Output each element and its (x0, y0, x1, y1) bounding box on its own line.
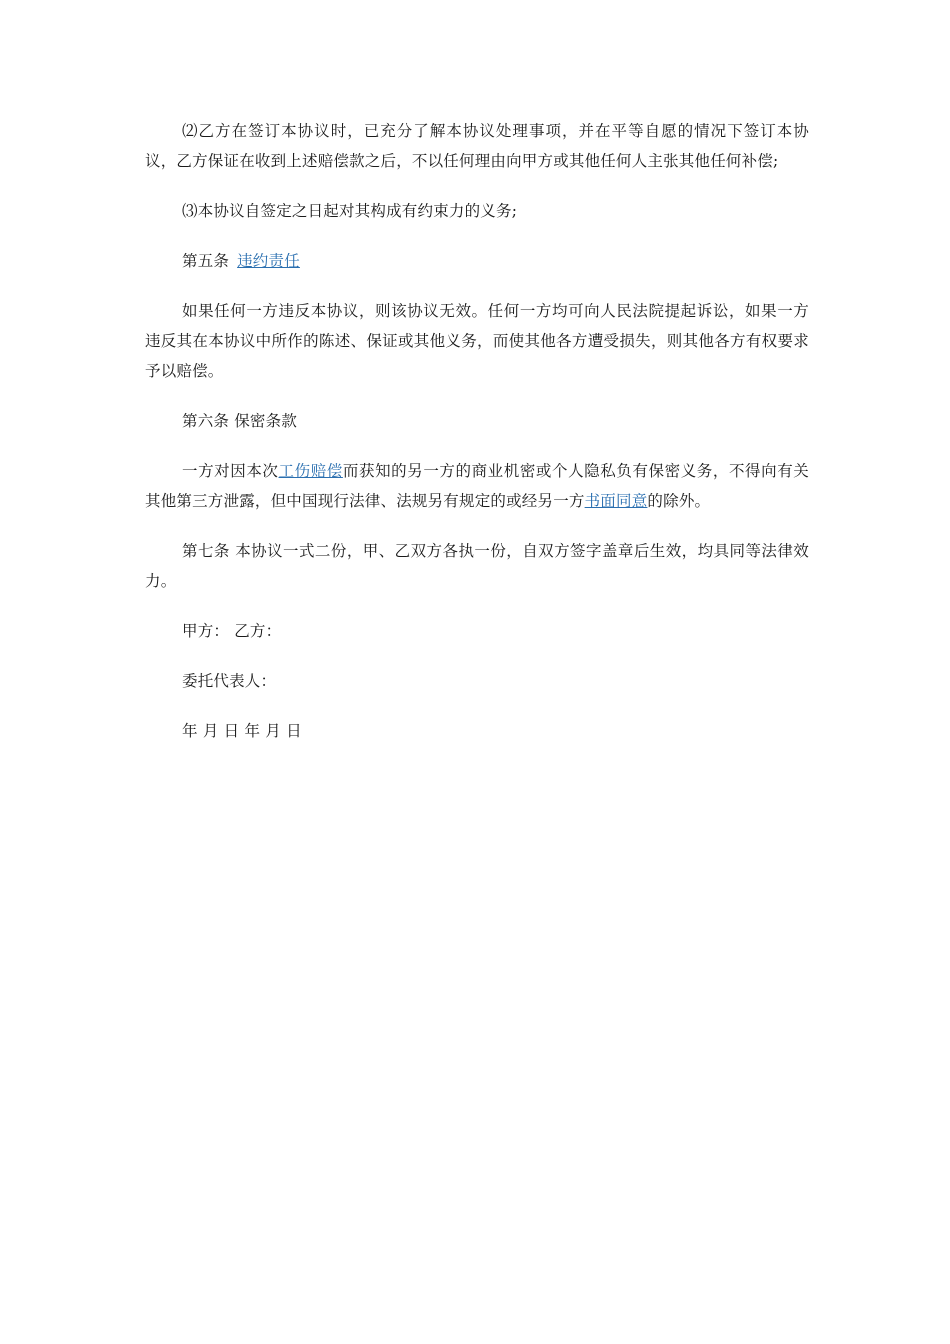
breach-liability-link[interactable]: 违约责任 (237, 252, 300, 270)
signature-representative: 委托代表人： (182, 672, 277, 690)
article-7: 第七条 本协议一式二份，甲、乙双方各执一份，自双方签字盖章后生效，均具同等法律效力。 (145, 542, 809, 590)
document-body (145, 116, 809, 766)
work-injury-compensation-link[interactable]: 工伤赔偿 (278, 462, 343, 480)
written-consent-link[interactable]: 书面同意 (584, 492, 648, 510)
signature-dates: 年 月 日 年 月 日 (182, 722, 302, 740)
clause-item-3: ⑶本协议自签定之日起对其构成有约束力的义务; (182, 202, 518, 220)
article-5-heading (145, 246, 809, 276)
clause-item-2: ⑵乙方在签订本协议时，已充分了解本协议处理事项，并在平等自愿的情况下签订本协议，乙方保证在收到上述赔偿款之后，不以任何理由向甲方或其他任何人主张其他任何补偿; (145, 122, 809, 170)
article-6-text-pre: 一方对因本次 (182, 462, 279, 480)
article-6-body (145, 456, 809, 516)
article-5-label: 第五条 (182, 252, 230, 270)
article-6-text-post: 的除外。 (647, 492, 711, 510)
signature-parties: 甲方： 乙方： (182, 622, 282, 640)
article-6-heading: 第六条 保密条款 (182, 412, 298, 430)
article-5-body: 如果任何一方违反本协议，则该协议无效。任何一方均可向人民法院提起诉讼，如果一方违反其在本协议中所作的陈述、保证或其他义务，而使其他各方遭受损失，则其他各方有权要求予以赔偿。 (145, 302, 809, 380)
article-6-text-mid: 而获知的另一方的商业机密或个人隐私负有保密义务，不得向有关其他第三方泄露，但中国现行法律、法规另有规定的或经另一方 (145, 462, 810, 510)
